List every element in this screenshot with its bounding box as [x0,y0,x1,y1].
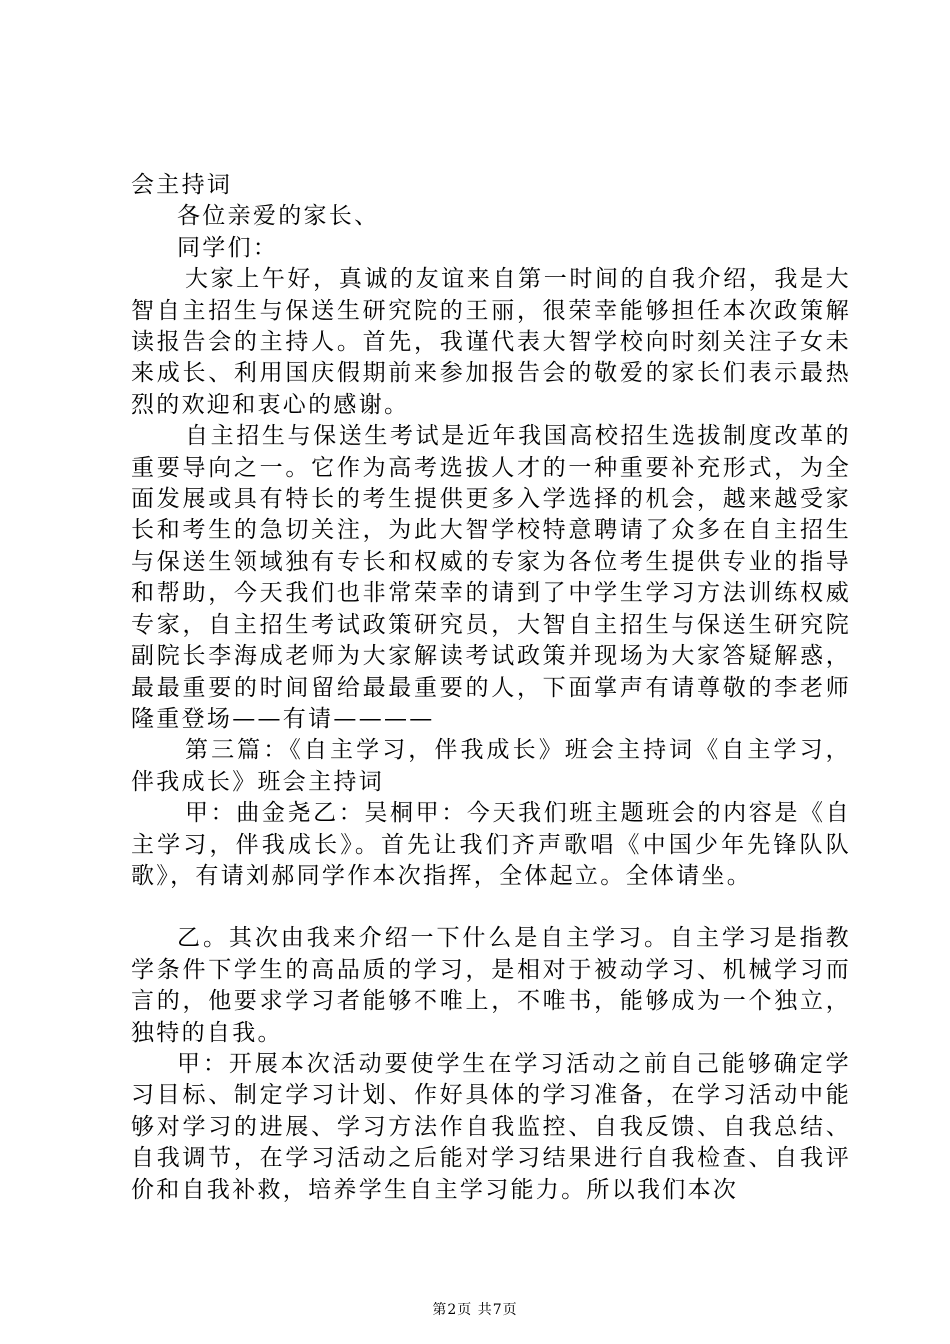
paragraph-host-a-opening: 甲：曲金尧乙：吴桐甲：今天我们班主题班会的内容是《自主学习，伴我成长》。首先让我们齐声歌唱《中国少年先锋队队歌》，有请刘郝同学作本次指挥，全体起立。全体请坐。 [131,800,851,889]
paragraph-exam-introduction: 自主招生与保送生考试是近年我国高校招生选拔制度改革的重要导向之一。它作为高考选拔人才的一种重要补充形式，为全面发展或具有特长的考生提供更多入学选择的机会，越来越受家长和考生的急切关注，为此大智学校特意聘请了众多在自主招生与保送生领域独有专长和权威的专家为各位考生提供专业的指导和帮助，今天我们也非常荣幸的请到了中学生学习方法训练权威专家，自主招生考试政策研究员，大智自主招生与保送生研究院副院长李海成老师为大家解读考试政策并现场为大家答疑解惑，最最重要的时间留给最最重要的人，下面掌声有请尊敬的李老师隆重登场——有请———— [131,423,851,732]
paragraph-host-b-definition: 乙。其次由我来介绍一下什么是自主学习。自主学习是指教学条件下学生的高品质的学习，是相对于被动学习、机械学习而言的，他要求学习者能够不唯上，不唯书，能够成为一个独立，独特的自我。 [131,925,851,1046]
document-body [131,170,851,1206]
paragraph-heading-fragment: 会主持词 [131,172,233,198]
paragraph-opening-remarks: 大家上午好，真诚的友谊来自第一时间的自我介绍，我是大智自主招生与保送生研究院的王丽，很荣幸能够担任本次政策解读报告会的主持人。首先，我谨代表大智学校向时刻关注子女未来成长、利用国庆假期前来参加报告会的敬爱的家长们表示最热烈的欢迎和衷心的感谢。 [131,266,851,418]
paragraph-section-title: 第三篇：《自主学习，伴我成长》班会主持词《自主学习，伴我成长》班会主持词 [131,737,851,795]
paragraph-greeting-parents: 各位亲爱的家长、 [177,203,380,230]
paragraph-greeting-students: 同学们： [177,234,279,261]
paragraph-host-a-goals: 甲：开展本次活动要使学生在学习活动之前自己能够确定学习目标、制定学习计划、作好具体的学习准备，在学习活动中能够对学习的进展、学习方法作自我监控、自我反馈、自我总结、自我调节，在学习活动之后能对学习结果进行自我检查、自我评价和自我补救，培养学生自主学习能力。所以我们本次 [131,1050,851,1203]
page-number-footer: 第2页 共7页 [432,1302,518,1318]
